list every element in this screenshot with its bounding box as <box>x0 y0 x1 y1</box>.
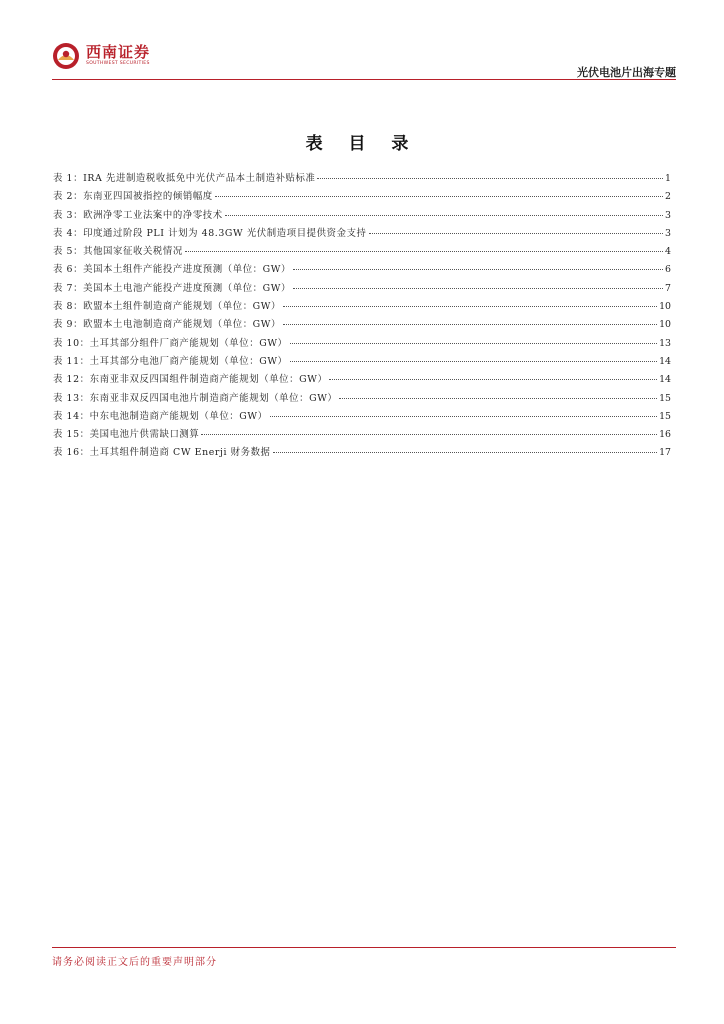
toc-entry[interactable] <box>53 261 671 279</box>
toc-entry-page: 15 <box>659 410 671 422</box>
toc-entry[interactable] <box>53 444 671 462</box>
toc-leader-dots <box>283 306 657 307</box>
toc-entry-page: 7 <box>665 282 671 294</box>
brand-logo <box>52 42 150 70</box>
toc-entry[interactable] <box>53 408 671 426</box>
toc-entry-page: 16 <box>659 429 671 441</box>
toc-entry[interactable] <box>53 298 671 316</box>
toc-leader-dots <box>225 215 663 216</box>
toc-entry[interactable] <box>53 426 671 444</box>
toc-entry[interactable] <box>53 316 671 334</box>
toc-leader-dots <box>329 379 657 380</box>
toc-entry-page: 14 <box>659 355 671 367</box>
page-header <box>52 40 676 82</box>
brand-name-en: SOUTHWEST SECURITIES <box>86 61 150 67</box>
toc-entry-page: 3 <box>665 209 671 221</box>
toc-leader-dots <box>185 251 663 252</box>
toc-entry-page: 4 <box>665 246 671 258</box>
toc-entry[interactable] <box>53 225 671 243</box>
footer-disclaimer: 请务必阅读正文后的重要声明部分 <box>52 957 217 968</box>
header-divider <box>52 79 676 80</box>
toc-entry-label: 表 15：美国电池片供需缺口测算 <box>53 429 200 441</box>
toc-entry[interactable] <box>53 280 671 298</box>
toc-leader-dots <box>215 196 663 197</box>
toc-entry-label: 表 6：美国本土组件产能投产进度预测（单位：GW） <box>53 264 291 276</box>
brand-logo-icon <box>52 42 80 70</box>
toc-leader-dots <box>317 178 663 179</box>
toc-entry-page: 6 <box>665 264 671 276</box>
toc-entry-label: 表 3：欧洲净零工业法案中的净零技术 <box>53 209 223 221</box>
toc-entry[interactable] <box>53 188 671 206</box>
toc-leader-dots <box>273 452 658 453</box>
toc-leader-dots <box>290 343 658 344</box>
toc-entry[interactable] <box>53 390 671 408</box>
toc-entry[interactable] <box>53 170 671 188</box>
toc-leader-dots <box>290 361 658 362</box>
toc-entry-page: 10 <box>659 301 671 313</box>
toc-entry-label: 表 12：东南亚非双反四国组件制造商产能规划（单位：GW） <box>53 374 328 386</box>
toc-entry-page: 10 <box>659 319 671 331</box>
toc-entry-label: 表 16：土耳其组件制造商 CW Enerji 财务数据 <box>53 447 271 459</box>
toc-leader-dots <box>293 269 663 270</box>
toc-entry[interactable] <box>53 353 671 371</box>
toc-entry-label: 表 5：其他国家征收关税情况 <box>53 246 183 258</box>
toc-entry-page: 3 <box>665 227 671 239</box>
toc-entry-label: 表 13：东南亚非双反四国电池片制造商产能规划（单位：GW） <box>53 392 338 404</box>
toc-entry-page: 2 <box>665 191 671 203</box>
toc-entry-page: 14 <box>659 374 671 386</box>
toc-entry-page: 1 <box>665 173 671 184</box>
toc-entry-label: 表 9：欧盟本土电池制造商产能规划（单位：GW） <box>53 319 281 331</box>
footer-divider <box>52 947 676 948</box>
toc-entry-page: 17 <box>659 447 671 459</box>
toc-entry[interactable] <box>53 371 671 389</box>
report-title: 光伏电池片出海专题 <box>577 66 676 79</box>
toc-leader-dots <box>201 434 657 435</box>
toc-leader-dots <box>339 398 657 399</box>
toc-entry-label: 表 8：欧盟本土组件制造商产能规划（单位：GW） <box>53 301 281 313</box>
toc-entry-label: 表 1：IRA 先进制造税收抵免中光伏产品本土制造补贴标准 <box>53 173 316 184</box>
toc-entry[interactable] <box>53 335 671 353</box>
toc-entry-label: 表 11：土耳其部分电池厂商产能规划（单位：GW） <box>53 355 288 367</box>
toc-entry-label: 表 7：美国本土电池产能投产进度预测（单位：GW） <box>53 282 291 294</box>
toc-entry-page: 15 <box>659 392 671 404</box>
toc-title: 表 目 录 <box>305 134 419 154</box>
toc-entry-label: 表 14：中东电池制造商产能规划（单位：GW） <box>53 410 268 422</box>
brand-name-cn: 西南证券 <box>86 43 151 62</box>
toc-entry-label: 表 2：东南亚四国被指控的倾销幅度 <box>53 191 213 203</box>
toc-leader-dots <box>270 416 657 417</box>
toc-entry-label: 表 10：土耳其部分组件厂商产能规划（单位：GW） <box>53 337 288 349</box>
toc-entry[interactable] <box>53 207 671 225</box>
toc-entry-page: 13 <box>659 337 671 349</box>
toc-leader-dots <box>283 324 657 325</box>
toc-leader-dots <box>293 288 663 289</box>
toc-entry[interactable] <box>53 243 671 261</box>
table-of-tables <box>53 170 671 463</box>
toc-entry-label: 表 4：印度通过阶段 PLI 计划为 48.3GW 光伏制造项目提供资金支持 <box>53 227 367 239</box>
toc-leader-dots <box>369 233 664 234</box>
